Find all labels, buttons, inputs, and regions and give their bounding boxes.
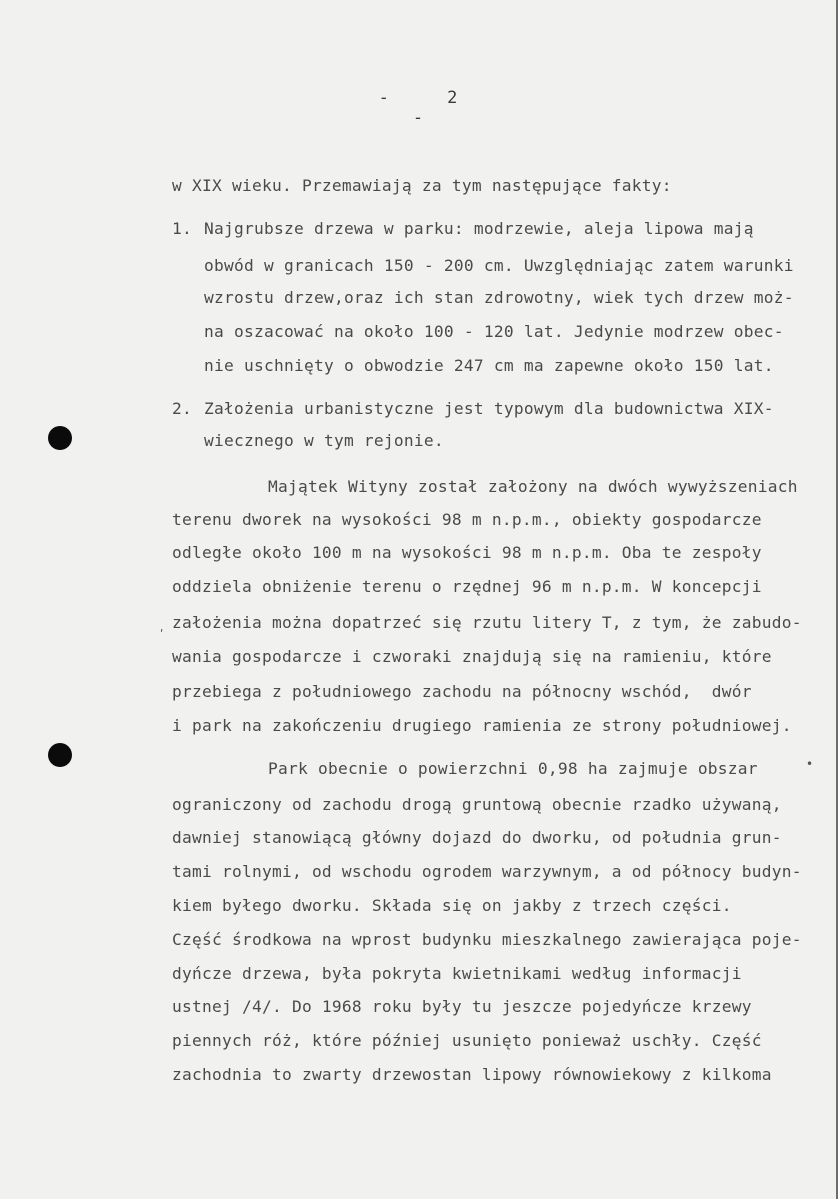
- paragraph-line: wania gospodarcze i czworaki znajdują się na ramieniu, które: [172, 647, 772, 666]
- list-item-line: wzrostu drzew,oraz ich stan zdrowotny, wiek tych drzew moż-: [204, 288, 794, 307]
- page-number: - 2 -: [378, 88, 482, 128]
- paragraph-line: oddziela obniżenie terenu o rzędnej 96 m n.p.m. W koncepcji: [172, 577, 762, 596]
- paragraph-line: dyńcze drzewa, była pokryta kwietnikami według informacji: [172, 964, 742, 983]
- list-item-line: Założenia urbanistyczne jest typowym dla budownictwa XIX-: [204, 399, 774, 418]
- paragraph-line: Część środkowa na wprost budynku mieszkalnego zawierająca poje-: [172, 930, 802, 949]
- paragraph-line: i park na zakończeniu drugiego ramienia ze strony południowej.: [172, 716, 792, 735]
- list-number: 1.: [172, 219, 192, 238]
- paragraph-line: kiem byłego dworku. Składa się on jakby z trzech części.: [172, 896, 732, 915]
- paragraph-line: piennych róż, które później usunięto ponieważ uschły. Część: [172, 1031, 762, 1050]
- list-item-line: nie uschnięty o obwodzie 247 cm ma zapewne około 150 lat.: [204, 356, 774, 375]
- paragraph-line: dawniej stanowiącą główny dojazd do dworku, od południa grun-: [172, 828, 782, 847]
- stray-mark: •: [806, 757, 814, 771]
- paragraph-line: ograniczony od zachodu drogą gruntową obecnie rzadko używaną,: [172, 795, 782, 814]
- list-item-line: Najgrubsze drzewa w parku: modrzewie, aleja lipowa mają: [204, 219, 754, 238]
- list-item-line: obwód w granicach 150 - 200 cm. Uwzględniając zatem warunki: [204, 256, 794, 275]
- paragraph-line: przebiega z południowego zachodu na północny wschód, dwór: [172, 682, 752, 701]
- stray-mark: ʹ: [160, 628, 164, 642]
- list-item-line: wiecznego w tym rejonie.: [204, 431, 444, 450]
- paragraph-line: ustnej /4/. Do 1968 roku były tu jeszcze pojedyńcze krzewy: [172, 997, 752, 1016]
- paragraph-line: tami rolnymi, od wschodu ogrodem warzywnym, a od północy budyn-: [172, 862, 802, 881]
- list-number: 2.: [172, 399, 192, 418]
- list-item-line: na oszacować na około 100 - 120 lat. Jedynie modrzew obec-: [204, 322, 784, 341]
- punch-hole-top: [48, 426, 72, 450]
- punch-hole-bottom: [48, 743, 72, 767]
- paragraph-line: założenia można dopatrzeć się rzutu litery T, z tym, że zabudo-: [172, 613, 802, 632]
- paragraph-line: Majątek Wityny został założony na dwóch wywyższeniach: [268, 477, 798, 496]
- paragraph-line: odległe około 100 m na wysokości 98 m n.p.m. Oba te zespoły: [172, 543, 762, 562]
- intro-line: w XIX wieku. Przemawiają za tym następujące fakty:: [172, 176, 672, 195]
- paragraph-line: zachodnia to zwarty drzewostan lipowy równowiekowy z kilkoma: [172, 1065, 772, 1084]
- paragraph-line: terenu dworek na wysokości 98 m n.p.m., obiekty gospodarcze: [172, 510, 762, 529]
- paragraph-line: Park obecnie o powierzchni 0,98 ha zajmuje obszar: [268, 759, 758, 778]
